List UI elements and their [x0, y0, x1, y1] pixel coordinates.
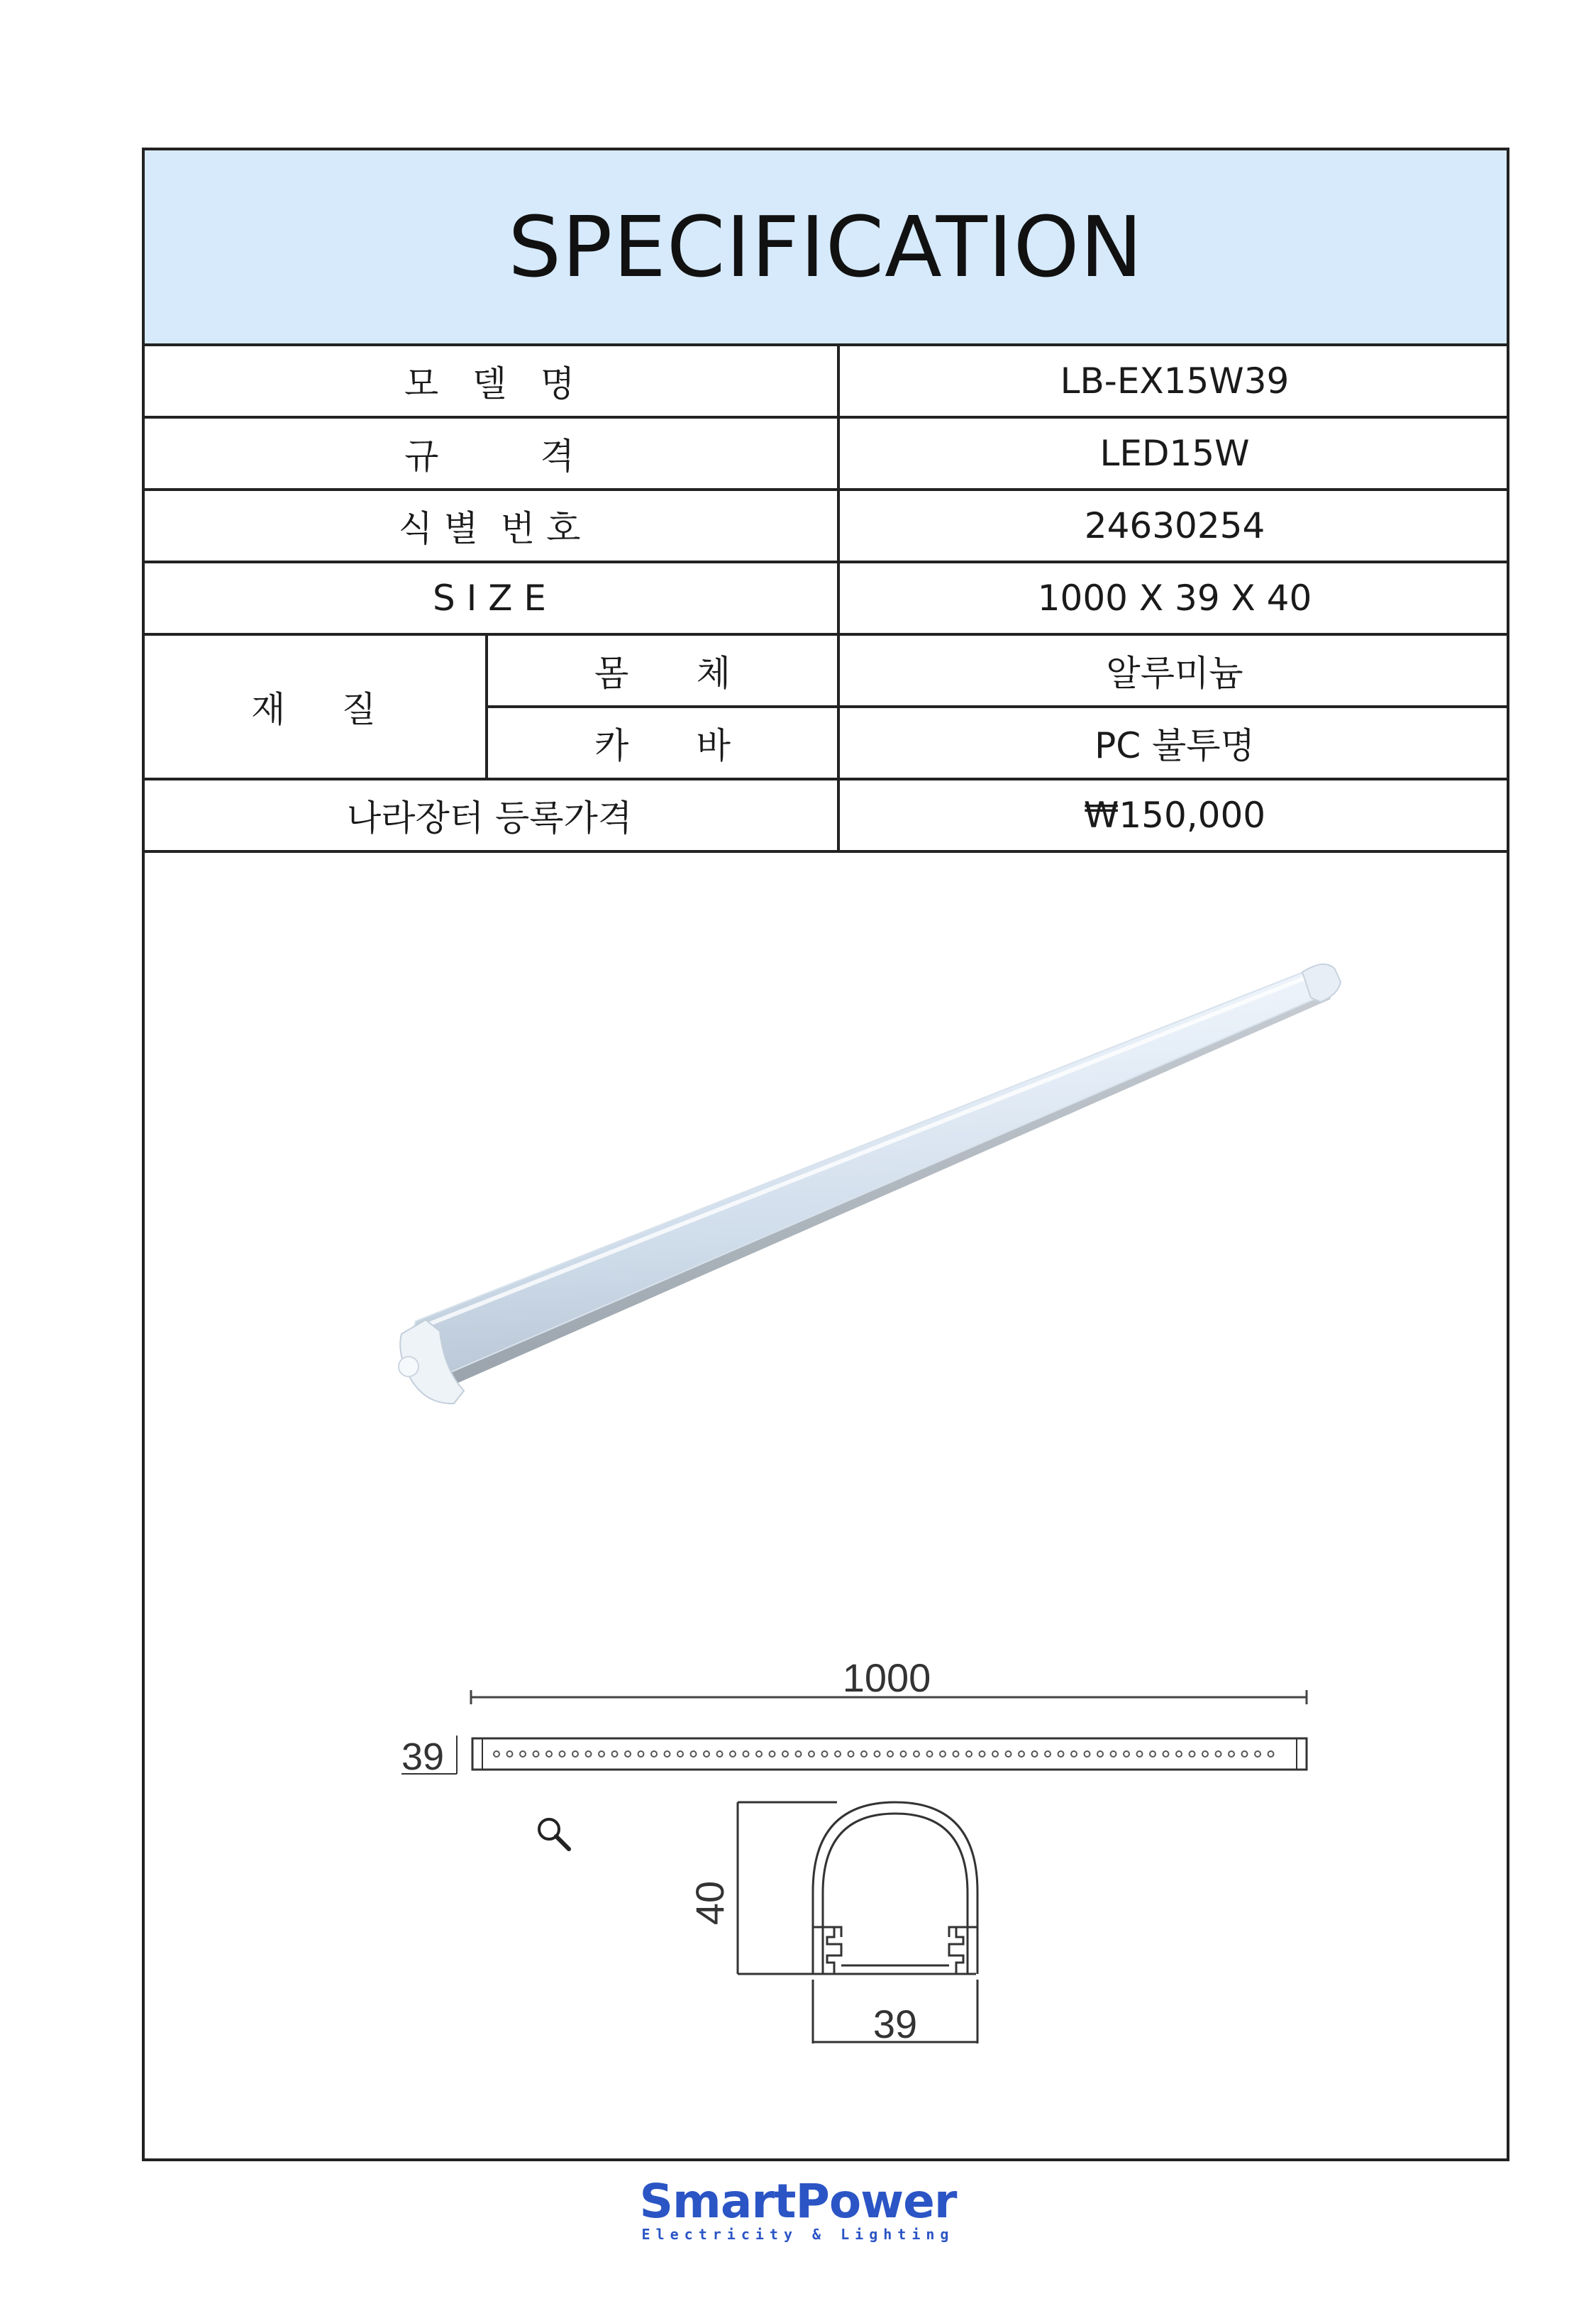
height-label: 40: [687, 1880, 732, 1926]
price-value: ₩150,000: [838, 779, 1509, 851]
spec-value: LED15W: [838, 417, 1509, 490]
body-label: 몸 체: [487, 634, 838, 707]
cover-label: 카 바: [487, 707, 838, 779]
price-label: 나라장터 등록가격: [142, 779, 838, 851]
width-label: 39: [401, 1736, 445, 1778]
cross-section-drawing: [738, 1802, 977, 2043]
id-label: 식 별 번 호: [142, 490, 838, 562]
spec-label: 규 격: [142, 417, 838, 490]
model-value: LB-EX15W39: [838, 345, 1509, 417]
magnifier-icon: [539, 1819, 569, 1849]
material-label: 재 질: [142, 634, 487, 779]
size-label: S I Z E: [142, 562, 838, 634]
brand-logo: [0, 2174, 1596, 2243]
length-dimension: [471, 1655, 1307, 1704]
section-width-label: 39: [872, 2002, 918, 2046]
length-label: 1000: [842, 1655, 931, 1700]
model-label: 모 델 명: [142, 345, 838, 417]
brand-name: SmartPower: [639, 2174, 957, 2229]
bar-top-view: [401, 1736, 1307, 1778]
brand-tagline: Electricity & Lighting: [641, 2226, 955, 2243]
page-title: SPECIFICATION: [508, 198, 1143, 296]
led-tube-image: [399, 964, 1341, 1403]
cover-value: PC 불투명: [838, 707, 1509, 779]
id-value: 24630254: [838, 490, 1509, 562]
body-value: 알루미늄: [838, 634, 1509, 707]
size-value: 1000 X 39 X 40: [838, 562, 1509, 634]
